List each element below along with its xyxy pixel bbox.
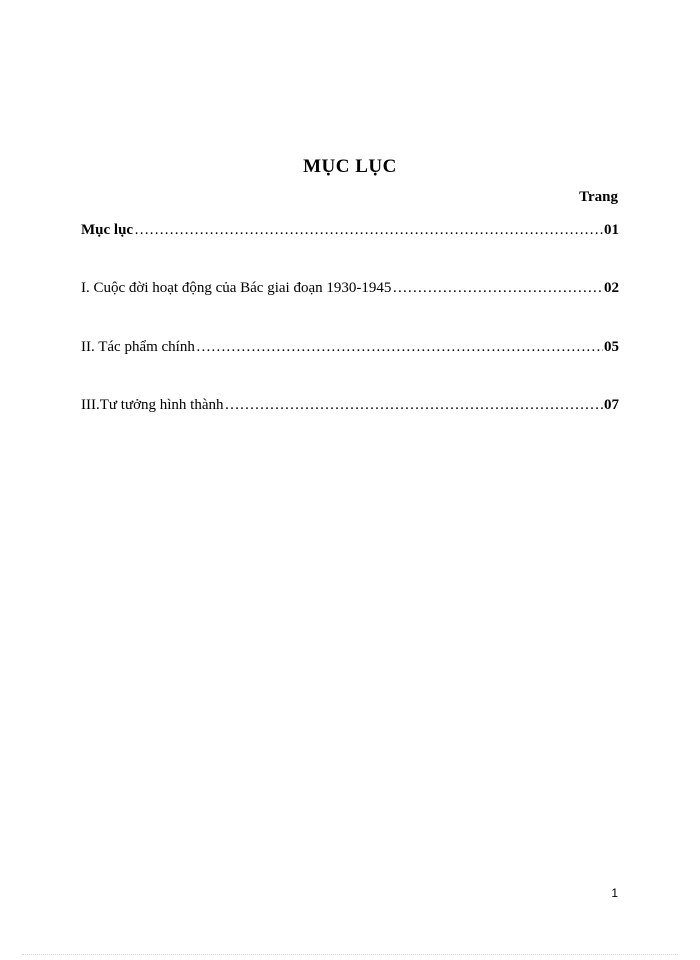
toc-entry-page: 05 — [604, 339, 619, 355]
toc-entry-label: Mục lục — [81, 222, 134, 238]
toc-entry — [81, 397, 619, 414]
page-column-header: Trang — [579, 189, 618, 205]
toc-entry-label: III.Tư tưởng hình thành — [81, 397, 224, 413]
toc-leader — [392, 280, 603, 297]
toc-entry — [81, 339, 619, 356]
toc-entry — [81, 280, 619, 297]
toc-entry-label: I. Cuộc đời hoạt động của Bác giai đoạn 1930-1945 — [81, 280, 392, 296]
toc-leader — [134, 222, 603, 239]
toc-leader — [225, 397, 604, 414]
toc-entry-label: II. Tác phẩm chính — [81, 339, 195, 355]
page-number: 1 — [611, 886, 618, 900]
page-title: MỤC LỤC — [303, 156, 397, 177]
toc-entry-page: 02 — [604, 280, 619, 296]
toc-entry — [81, 222, 619, 239]
toc-leader — [196, 339, 603, 356]
toc-entry-page: 07 — [604, 397, 619, 413]
page-bottom-divider — [22, 954, 678, 955]
toc-entry-page: 01 — [604, 222, 619, 238]
